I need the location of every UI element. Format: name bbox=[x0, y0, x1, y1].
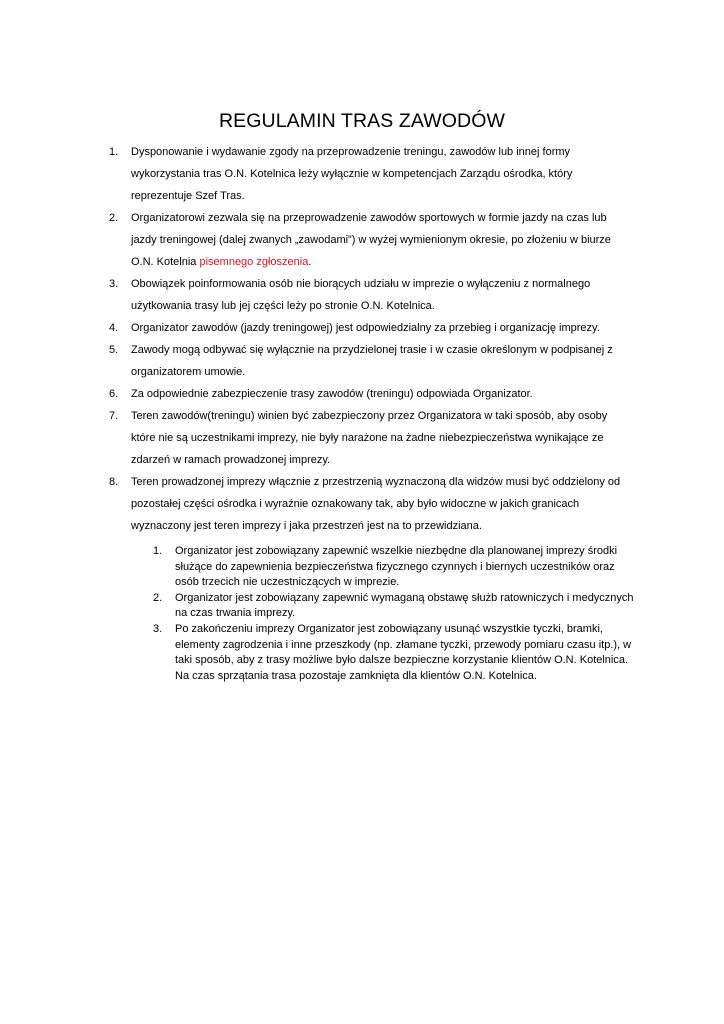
subrule-text: Organizator jest zobowiązany zapewnić wszelkie niezbędne dla planowanej imprezy środki służące do zapewnienia bezpieczeństwa fizycznego czynnych i biernych uczestników oraz osób trzecich nie uczestniczących w imprezie. bbox=[175, 545, 618, 589]
rule-number: 8. bbox=[109, 476, 119, 488]
rule-text: Teren zawodów(treningu) winien być zabezpieczony przez Organizatora w taki sposób, aby osoby które nie są uczestnikami imprezy, nie były narażone na żadne niebezpieczeństwa wynikające ze zdarzeń w ramach prowadzonej imprezy. bbox=[131, 410, 608, 466]
rule-text: Zawody mogą odbywać się wyłącznie na przydzielonej trasie i w czasie określonym w podpisanej z organizatorem umowie. bbox=[131, 344, 613, 378]
rule-text: Organizator zawodów (jazdy treningowej) jest odpowiedzialny za przebieg i organizację imprezy. bbox=[131, 322, 600, 334]
subrule-item bbox=[0, 591, 638, 622]
rule-item bbox=[0, 339, 633, 383]
rule-text: Organizatorowi zezwala się na przeprowadzenie zawodów sportowych w formie jazdy na czas lub jazdy treningowej (dalej zwanych „zawodami”) w wyżej wymienionym okresie, po złożeniu w biurze O.N. Kotelnia bbox=[131, 212, 611, 268]
rule-item bbox=[0, 317, 633, 339]
rule-item bbox=[0, 471, 633, 684]
rule-number: 7. bbox=[109, 410, 119, 422]
rules-list bbox=[0, 141, 724, 684]
rule-text: Teren prowadzonej imprezy włącznie z przestrzenią wyznaczoną dla widzów musi być oddzielony od pozostałej części ośrodka i wyraźnie oznakowany tak, aby było widoczne w jakich granicach wyznaczony jest teren imprezy i jaka przestrzeń jest na to przewidziana. bbox=[131, 476, 621, 532]
subrule-number: 3. bbox=[153, 622, 163, 635]
rule-number: 2. bbox=[109, 212, 119, 224]
rule-highlight: pisemnego zgłoszenia bbox=[199, 256, 309, 268]
rule-number: 3. bbox=[109, 278, 119, 290]
rule-number: 1. bbox=[109, 146, 119, 158]
rule-number: 4. bbox=[109, 322, 119, 334]
rule-item bbox=[0, 141, 633, 207]
rule-text: Dysponowanie i wydawanie zgody na przeprowadzenie treningu, zawodów lub innej formy wykorzystania tras O.N. Kotelnica leży wyłącznie w kompetencjach Zarządu ośrodka, który reprezentuje Szef Tras. bbox=[131, 146, 573, 202]
rule-item bbox=[0, 405, 633, 471]
subrule-item bbox=[0, 622, 638, 684]
rule-number: 6. bbox=[109, 388, 119, 400]
subrule-number: 1. bbox=[153, 545, 163, 557]
rule-item bbox=[0, 207, 633, 273]
rule-number: 5. bbox=[109, 344, 119, 356]
rule-text-tail: . bbox=[308, 256, 312, 268]
rule-item bbox=[0, 383, 633, 405]
rule-text: Obowiązek poinformowania osób nie biorących udziału w imprezie o wyłączeniu z normalnego użytkowania trasy lub jej części leży po stronie O.N. Kotelnica. bbox=[131, 278, 591, 312]
rule-text: Za odpowiednie zabezpieczenie trasy zawodów (treningu) odpowiada Organizator. bbox=[131, 388, 533, 400]
document-title: REGULAMIN TRAS ZAWODÓW bbox=[218, 110, 506, 132]
subrule-number: 2. bbox=[153, 591, 163, 604]
subrule-item bbox=[0, 544, 638, 591]
rule-item bbox=[0, 273, 633, 317]
subrule-text: Po zakończeniu imprezy Organizator jest zobowiązany usunąć wszystkie tyczki, bramki, elementy zagrodzenia i inne przeszkody (np. złamane tyczki, przewody pomiaru czasu itp.), w taki sposób, aby z trasy możliwe było dalsze bezpieczne korzystanie klientów O.N. Kotelnica. Na czas sprzątania trasa pozostaje zamknięta dla klientów O.N. Kotelnica. bbox=[175, 622, 632, 682]
subrules-list bbox=[131, 544, 633, 684]
subrule-text: Organizator jest zobowiązany zapewnić wymaganą obstawę służb ratowniczych i medycznych na czas trwania imprezy. bbox=[175, 591, 634, 620]
